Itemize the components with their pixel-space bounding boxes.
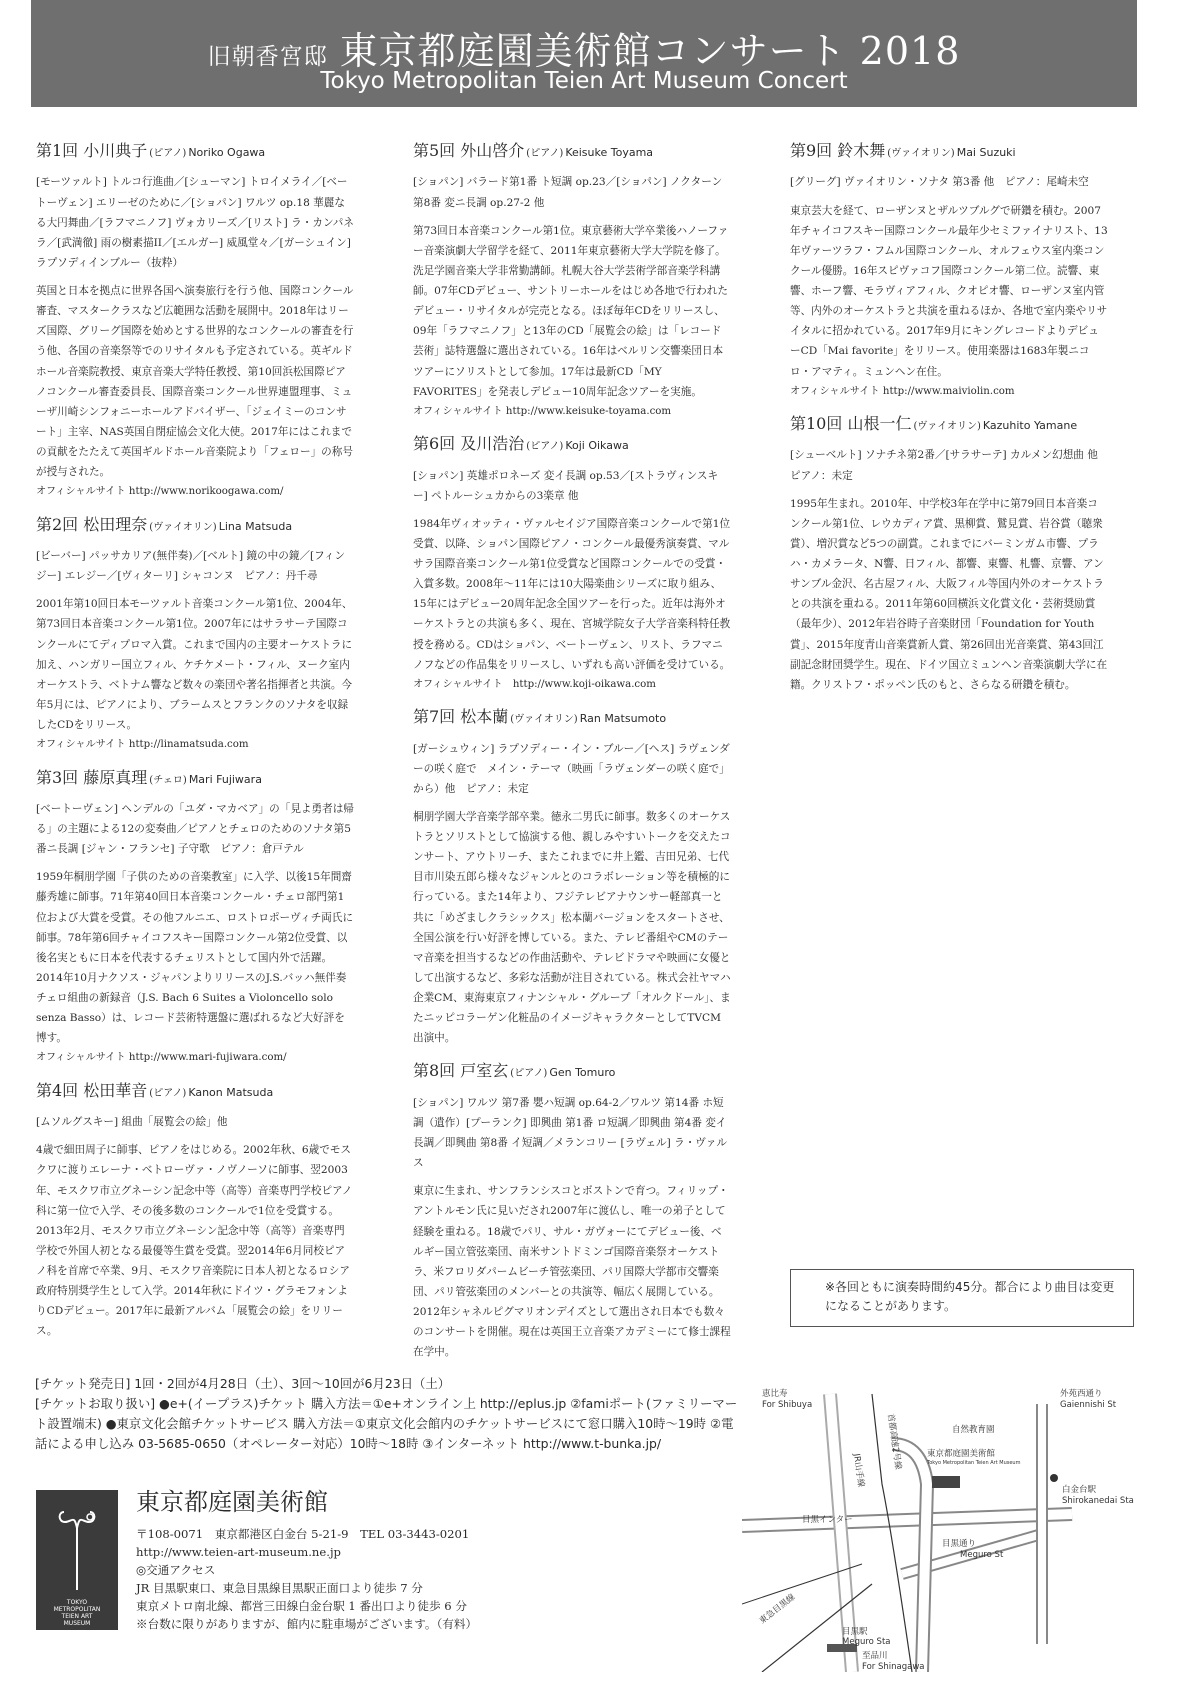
label-for-shinagawa: For Shinagawa <box>862 1662 925 1672</box>
biography: 第73回日本音楽コンクール第1位。東京藝術大学卒業後ハノーファー音楽演劇大学留学を経て、2011年東京藝術大学大学院を修了。洗足学園音楽大学非常勤講師。札幌大谷大学芸術学部音楽学科講師。07年CDデビュー、サントリーホールをはじめ各地で行われたデビュー・リサイタルが完売となる。ほぼ毎年CDをリリースし、09年「ラフマニノフ」と13年のCD「展覧会の絵」は「レコード芸術」誌特選盤に選出されている。16年はベルリン交響楽団日本ツアーにソリストとして参加。17年は最新CD「MY FAVORITES」を発表しデビュー10周年記念ツアーを実施。 <box>413 224 729 398</box>
concert-number: 第10回 <box>790 414 843 434</box>
instrument: (ピアノ) <box>510 1068 548 1080</box>
official-site-link[interactable]: オフィシャルサイト http://www.koji-oikawa.com <box>413 678 656 690</box>
column-2 <box>413 140 731 1374</box>
program: [ムソルグスキー] 組曲「展覧会の絵」他 <box>36 1116 228 1129</box>
concert-number: 第7回 <box>413 707 456 727</box>
concert-heading <box>36 514 354 536</box>
shirokanedai-station-icon <box>1050 1474 1058 1482</box>
access-jr: JR 目黒駅東口、東急目黒線目黒駅正面口より徒歩 7 分 <box>136 1581 423 1596</box>
biography: 東京に生まれ、サンフランシスコとボストンで育つ。フィリップ・アントルモン氏に見いだされ2007年に渡仏し、唯一の弟子として経験を重ねる。18歳でパリ、サル・ガヴォーにてデビュー後、ベルギー国立管弦楽団、南米サントドミンゴ国際音楽祭オーケストラ、米フロリダパームビーチ管弦楽団、パリ国際大学都市交響楽団、パリ管弦楽団のメンバーとの共演等、幅広く展開している。2012年シャネルピグマリオンデイズとして選出され日本でも数々のコンサートを開催。現在は英国王立音楽アカデミーにて修士課程在学中。 <box>413 1185 731 1359</box>
official-site-link[interactable]: オフィシャルサイト http://linamatsuda.com <box>36 739 249 751</box>
header-subtitle: 旧朝香宮邸 <box>207 44 328 70</box>
instrument: (ヴァイオリン) <box>887 148 955 159</box>
program: [シューベルト] ソナチネ第2番／[サラサーテ] カルメン幻想曲 他 ピアノ：未定 <box>790 449 1109 482</box>
program: [ショパン] 英雄ポロネーズ 変イ長調 op.53／[ストラヴィンスキー] ペトルーシュカからの3楽章 他 <box>413 469 719 502</box>
performer-name-en: Ran Matsumoto <box>579 712 667 726</box>
performer-name: 及川浩治 <box>460 434 525 454</box>
concert-number: 第3回 <box>36 767 79 787</box>
ticket-release-date: [チケット発売日] 1回・2回が4月28日（土）、3回～10回が6月23日（土） <box>35 1376 451 1391</box>
access-metro: 東京メトロ南北線、都営三田線白金台駅 1 番出口より徒歩 6 分 <box>136 1599 467 1614</box>
program: [ビーバー] パッサカリア(無伴奏)／[ベルト] 鏡の中の鏡／[フィンジー] エレジー／[ヴィターリ] シャコンヌ ピアノ：丹千尋 <box>36 550 346 583</box>
official-site-link[interactable]: オフィシャルサイト http://www.norikoogawa.com/ <box>36 486 284 498</box>
label-meguro-sta-en: Meguro Sta <box>842 1637 891 1647</box>
concert-7 <box>413 706 731 1048</box>
program-note-box: ※各回ともに演奏時間約45分。都合により曲目は変更になることがあります。 <box>790 1269 1134 1327</box>
header-en-title: Tokyo Metropolitan Teien Art Museum Concert <box>320 68 848 94</box>
performer-name-en: Mai Suzuki <box>956 146 1016 159</box>
ticket-vendors: [チケットお取り扱い] ●e+(イープラス)チケット 購入方法＝①e+オンライン上 http://eplus.jp ②famiポート(ファミリーマート設置端末) ●東京文化会館チケットサービス 購入方法＝①東京文化会館内のチケットサービスにて窓口購入10時～19時 ②電話による申し込み 03-5685-0650（オペレーター対応）10時～18時 ③インターネット http://www.t-bunka.jp/ <box>35 1395 738 1451</box>
label-tokyu: 東急目黒線 <box>757 1592 798 1627</box>
label-jr: JR山手線 <box>851 1453 866 1489</box>
official-site-link[interactable]: オフィシャルサイト http://www.maiviolin.com <box>790 385 1015 397</box>
access-title: ◎交通アクセス <box>136 1563 216 1578</box>
instrument: (ピアノ) <box>526 148 564 159</box>
instrument: (ピアノ) <box>149 1087 187 1099</box>
instrument: (ヴァイオリン) <box>913 421 981 433</box>
performer-name: 松田華音 <box>83 1080 148 1100</box>
concert-5 <box>413 140 731 421</box>
label-gaien-en: Gaiennishi St <box>1060 1400 1117 1410</box>
performer-name: 山根一仁 <box>847 414 912 434</box>
performer-name-en: Keisuke Toyama <box>565 146 654 159</box>
label-museum: 東京都庭園美術館 <box>927 1449 996 1459</box>
performer-name: 外山啓介 <box>460 141 525 160</box>
concert-2 <box>36 514 354 755</box>
concert-6 <box>413 433 731 694</box>
label-shirokanedai-en: Shirokanedai Sta <box>1062 1496 1134 1506</box>
program: [モーツァルト] トルコ行進曲／[シューマン] トロイメライ／[ベートーヴェン] エリーゼのために／[ショパン] ワルツ op.18 華麗なる大円舞曲／[ラフマニノフ] ヴォカリーズ／[リスト] ラ・カンパネラ／[武満徹] 雨の樹素描II／[エルガー] 威風堂々／[ガーシュイン] ラプソディインブルー（抜粋） <box>36 176 354 269</box>
concert-8 <box>413 1060 731 1362</box>
label-meguro-inter: 目黒インター <box>802 1515 853 1525</box>
header-title: 東京都庭園美術館コンサート 2018 <box>339 29 961 73</box>
label-museum-en: Tokyo Metropolitan Teien Art Museum <box>927 1460 1021 1466</box>
program: [グリーグ] ヴァイオリン・ソナタ 第3番 他 ピアノ：尾崎未空 <box>790 176 1089 189</box>
museum-building-icon <box>932 1476 960 1488</box>
performer-name: 松田理奈 <box>83 514 148 534</box>
performer-name-en: Gen Tomuro <box>549 1066 616 1080</box>
biography: 1984年ヴィオッティ・ヴァルセイジア国際音楽コンクールで第1位受賞、以降、ショパン国際ピアノ・コンクール最優秀演奏賞、マルサラ国際音楽コンクール第1位受賞など国際コンクールでの受賞・入賞多数。2008年～11年には10大陽楽曲シリーズに取り組み、15年にはデビュー20周年記念全国ツアーを行った。近年は海外オーケストラとの共演も多く、現在、宮城学院女子大学音楽科特任教授を務める。CDはショパン、ベートーヴェン、リスト、ラフマニノフなどの作品集をリリースし、いずれも高い評価を受けている。 <box>413 517 731 671</box>
column-1 <box>36 140 354 1354</box>
concert-heading <box>36 1080 354 1102</box>
performer-name-en: Koji Oikawa <box>565 439 629 453</box>
biography: 東京芸大を経て、ローザンヌとザルツブルグで研鑽を積む。2007年チャイコフスキー国際コンクール最年少セミファイナリスト、13年ヴァーツラフ・フムル国際コンクール、オルフェウス室内楽コンクール優勝。16年スピヴァコフ国際コンクール第二位。読響、東響、ホーフ響、モラヴィアフィル、クオピオ響、ローザンヌ室内管等、内外のオーケストラと共演を重ねるほか、各地で室内楽やリサイタルに招かれている。2017年9月にキングレコードよりデビューCD「Mai favorite」をリリース。使用楽器は1683年製ニコロ・アマティ。ミュンヘン在住。 <box>790 204 1108 378</box>
museum-url[interactable]: http://www.teien-art-museum.ne.jp <box>136 1545 341 1560</box>
instrument: (ヴァイオリン) <box>149 521 217 533</box>
label-shutoko: 首都高速2号線 <box>885 1413 903 1471</box>
concert-number: 第9回 <box>790 141 833 160</box>
access-map <box>742 1384 1157 1672</box>
concert-heading <box>413 1060 731 1082</box>
label-gaien: 外苑西通り <box>1060 1389 1103 1399</box>
label-shizen-kyoikuen: 自然教育園 <box>952 1425 995 1435</box>
biography: 1959年桐朋学園「子供のための音楽教室」に入学、以後15年間齋藤秀雄に師事。71年第40回日本音楽コンクール・チェロ部門第1位および大賞を受賞。その他フルニエ、ロストロポーヴィチ両氏に師事。78年第6回チャイコフスキー国際コンクール第2位受賞、以後名実ともに日本を代表するチェリストとして国内外で活躍。2014年10月ナクソス・ジャパンよりリリースのJ.S.バッハ無伴奏チェロ組曲の新録音（J.S. Bach 6 Suites a Violoncello solo senza Basso）は、レコード芸術特選盤に選ばれるなど大好評を博す。 <box>36 871 354 1045</box>
official-site-link[interactable]: オフィシャルサイト http://www.mari-fujiwara.com/ <box>36 1052 287 1064</box>
museum-address: 〒108-0071 東京都港区白金台 5-21-9 TEL 03-3443-0201 <box>136 1527 470 1542</box>
instrument: (チェロ) <box>149 774 187 786</box>
concert-10 <box>790 413 1108 695</box>
concert-number: 第2回 <box>36 514 79 534</box>
biography: 4歳で細田周子に師事、ピアノをはじめる。2002年秋、6歳でモスクワに渡りエレーナ・ベトローヴァ・ノヴノーソに師事、翌2003年、モスクワ市立グネーシン記念中等（高等）音楽専門学校ピアノ科に第一位で入学、その後多数のコンクールで1位を受賞する。2013年2月、モスクワ市立グネーシン記念中等（高等）音楽専門学校で外国人初となる最優等生賞を受賞。翌2014年6月同校ピアノ科を首席で卒業、9月、モスクワ音楽院に日本人初となるロシア政府特別奨学生として入学。2014年秋にドイツ・グラモフォンよりCDデビュー。2017年に最新アルバム「展覧会の絵」をリリース。 <box>36 1144 353 1338</box>
performer-name: 鈴木舞 <box>837 141 886 160</box>
logo-text: TOKYO METROPOLITAN TEIEN ART MUSEUM <box>53 1599 101 1627</box>
performer-name: 藤原真理 <box>83 767 148 787</box>
concert-heading <box>36 767 354 789</box>
page-header <box>31 0 1137 107</box>
instrument: (ヴァイオリン) <box>510 714 578 726</box>
concert-heading <box>36 140 354 162</box>
concert-heading <box>413 433 731 455</box>
column-3 <box>790 140 1108 707</box>
concert-heading <box>790 413 1108 435</box>
concert-4 <box>36 1080 354 1342</box>
performer-name-en: Noriko Ogawa <box>188 146 266 159</box>
label-shirokanedai: 白金台駅 <box>1062 1485 1097 1495</box>
concert-heading <box>790 140 1108 162</box>
instrument: (ピアノ) <box>149 148 187 159</box>
concert-number: 第4回 <box>36 1080 79 1100</box>
performer-name-en: Mari Fujiwara <box>188 772 262 786</box>
biography: 英国と日本を拠点に世界各国へ演奏旅行を行う他、国際コンクール審査、マスタークラスなど広範囲な活動を展開中。2018年はリーズ国際、グリーグ国際を始めとする世界的なコンクールの審査を行う他、各国の音楽祭等でのリサイタルも予定されている。英ギルドホール音楽院教授、東京音楽大学特任教授、第10回浜松国際ピアノコンクール審査委員長、国際音楽コンクール世界連盟理事、ミューザ川崎シンフォニーホールアドバイザー、「ジェイミーのコンサート」主宰、NAS英国自閉症協会文化大使。2017年にはこれまでの貢献をたたえて英国ギルドホール音楽院より「フェロー」の称号が授与された。 <box>36 285 354 479</box>
concert-heading <box>413 140 731 162</box>
biography: 2001年第10回日本モーツァルト音楽コンクール第1位、2004年、第73回日本音楽コンクール第1位。2007年にはサラサーテ国際コンクールにてディプロマ入賞。これまで国内の主要オーケストラに加え、ハンガリー国立フィル、ケチケメート・フィル、ヌーク室内オーケストラ、ベトナム響など数々の楽団や著名指揮者と共演。今年5月には、ピアノにより、ブラームスとフランクのソナタを収録したCDをリリース。 <box>36 598 353 732</box>
concert-heading <box>413 706 731 728</box>
label-meguro-sta: 目黒駅 <box>842 1627 868 1637</box>
performer-name-en: Lina Matsuda <box>218 519 293 533</box>
map-roads <box>742 1394 1072 1672</box>
museum-logo <box>36 1490 118 1630</box>
concert-3 <box>36 767 354 1068</box>
concert-number: 第6回 <box>413 434 456 454</box>
concert-number: 第8回 <box>413 1061 456 1081</box>
museum-logo-mark-icon <box>56 1506 98 1596</box>
concert-number: 第5回 <box>413 141 456 160</box>
program: [ショパン] ワルツ 第7番 嬰ハ短調 op.64-2／ワルツ 第14番 ホ短調（遺作）[プーランク] 即興曲 第1番 ロ短調／即興曲 第4番 変イ長調／即興曲 第8番 イ短調／メランコリー [ラヴェル] ラ・ヴァルス <box>413 1096 727 1170</box>
ticket-info <box>35 1374 740 1453</box>
header-jp-title <box>31 20 1137 75</box>
museum-info <box>136 1487 546 1634</box>
concert-9 <box>790 140 1108 401</box>
concert-number: 第1回 <box>36 141 79 160</box>
instrument: (ピアノ) <box>526 441 564 453</box>
program: [ショパン] バラード第1番 ト短調 op.23／[ショパン] ノクターン第8番 変ニ長調 op.27-2 他 <box>413 176 723 209</box>
program: [ガーシュウィン] ラプソディー・イン・ブルー／[ヘス] ラヴェンダーの咲く庭で メイン・テーマ（映画「ラヴェンダーの咲く庭で」から）他 ピアノ：未定 <box>413 742 730 795</box>
concert-1 <box>36 140 354 502</box>
performer-name-en: Kazuhito Yamane <box>982 419 1078 433</box>
biography: 桐朋学園大学音楽学部卒業。徳永二男氏に師事。数多くのオーケストラとソリストとして協演する他、親しみやすいトークを交えたコンサート、アウトリーチ、またこれまでに井上鑑、吉田兄弟、七代目市川染五郎ら様々なジャンルとのコラボレーション等を積極的に行っている。また14年より、フジテレビアナウンサー軽部真一と共に「めざましクラシックス」松本蘭バージョンをスタートさせ、全国公演を行い好評を博している。また、テレビ番組やCMのテーマ音楽を担当するなどの作曲活動や、テレビドラマや映画に女優として出演するなど、多彩な活動が注目されている。株式会社ヤマハ企業CM、東海東京フィナンシャル・グループ「オルクドール」、またニッピコラーゲン化粧品のイメージキャラクターとしてTVCM出演中。 <box>413 810 731 1045</box>
label-meguro-st: Meguro St <box>960 1550 1004 1560</box>
performer-name: 小川典子 <box>83 141 148 160</box>
performer-name: 松本蘭 <box>460 707 509 727</box>
label-meguro-dori: 目黒通り <box>942 1539 977 1549</box>
parking-note: ※台数に限りがありますが、館内に駐車場がございます。（有料） <box>136 1617 478 1632</box>
label-for-shinagawa-jp: 至品川 <box>862 1651 888 1661</box>
program: [ベートーヴェン] ヘンデルの「ユダ・マカベア」の「見よ勇者は帰る」の主題による12の変奏曲／ピアノとチェロのためのソナタ第5番ニ長調 [ジャン・フランセ] 子守歌 ピアノ：倉戸テル <box>36 802 354 856</box>
label-ebisu: 恵比寿 <box>762 1389 788 1399</box>
official-site-link[interactable]: オフィシャルサイト http://www.keisuke-toyama.com <box>413 405 672 417</box>
biography: 1995年生まれ。2010年、中学校3年在学中に第79回日本音楽コンクール第1位、レウカディア賞、黒柳賞、鷲見賞、岩谷賞（聴衆賞）、増沢賞など5つの副賞。これまでにバーミンガム市響、プラハ・カメラータ、N響、日フィル、都響、東響、札響、京響、アンサンブル金沢、名古屋フィル、大阪フィル等国内外のオーケストラとの共演を重ねる。2011年第60回横浜文化賞文化・芸術奨励賞（最年少）、2012年岩谷時子音楽財団「Foundation for Youth 賞」、2015年度青山音楽賞新人賞、第26回出光音楽賞、第43回江副記念財団奨学生。現在、ドイツ国立ミュンヘン音楽演劇大学に在籍。クリストフ・ポッペン氏のもと、さらなる研鑽を積む。 <box>790 497 1108 691</box>
performer-name: 戸室玄 <box>460 1061 509 1081</box>
performer-name-en: Kanon Matsuda <box>188 1085 274 1099</box>
museum-name: 東京都庭園美術館 <box>136 1488 328 1516</box>
label-for-shibuya: For Shibuya <box>762 1400 813 1410</box>
